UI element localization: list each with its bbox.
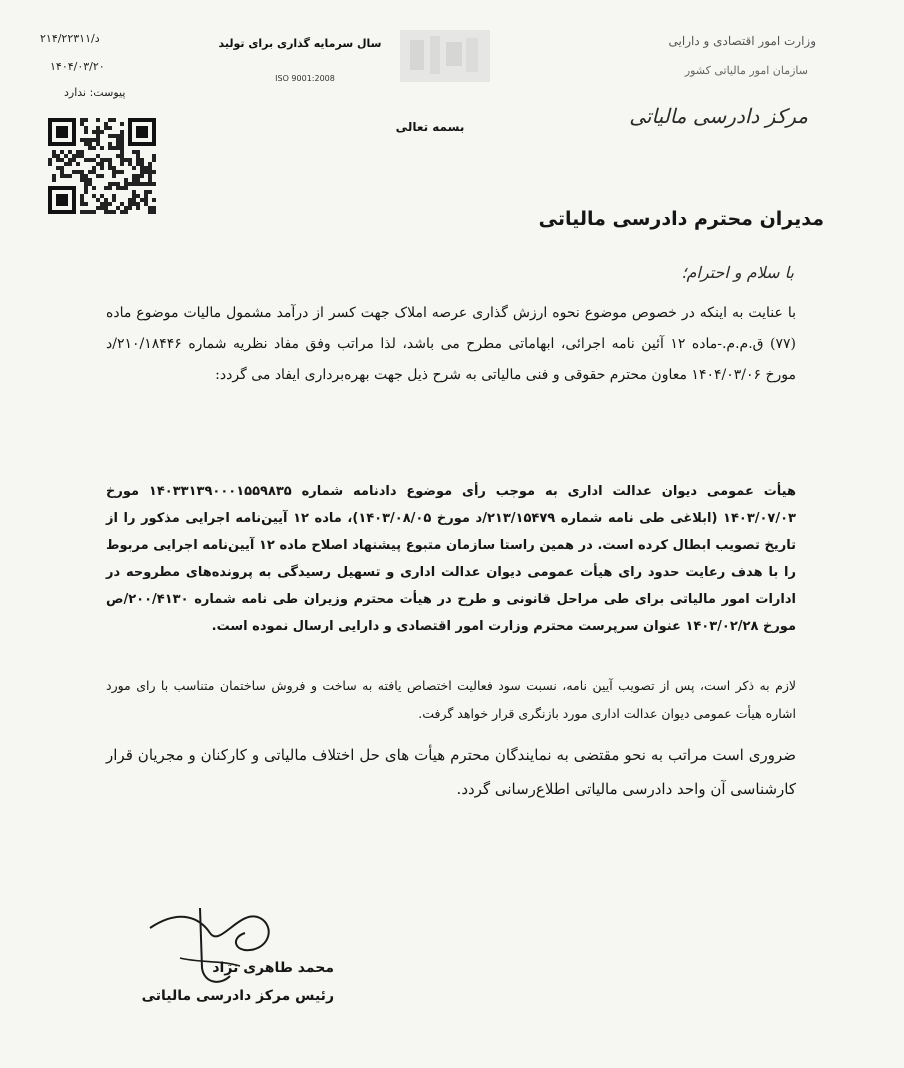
- iso-label: ISO 9001:2008: [275, 74, 335, 83]
- greeting: با سلام و احترام؛: [681, 263, 794, 282]
- letter-number: د/۲۱۴/۲۲۳۱۱: [40, 32, 100, 45]
- handwritten-signature: [140, 888, 290, 998]
- organization-name: سازمان امور مالیاتی کشور: [684, 64, 808, 77]
- bismillah-heading: بسمه تعالی: [395, 120, 465, 134]
- paragraph-ruling: هیأت عمومی دیوان عدالت اداری به موجب رأی موضوع دادنامه شماره ۱۴۰۳۳۱۳۹۰۰۰۱۵۵۹۸۳۵ مورخ ۱۴۰۳/۰۷/۰۳ (ابلاغی طی نامه شماره ۲۱۳/۱۵۴۷۹/د مورخ ۱۴۰۳/۰۸/۰۵)، ماده ۱۲ آیین‌نامه اجرایی مذکور را از تاریخ تصویب ابطال کرده است. در همین راستا سازمان متبوع پیشنهاد اصلاح ماده ۱۲ آیین‌نامه اجرایی مربوط را با هدف رعایت حدود رای هیأت عمومی دیوان عدالت اداری و تسهیل رسیدگی به پرونده‌های مطروحه در ادارات امور مالیاتی برای طی مراحل قانونی و طرح در هیأت محترم وزیران طی نامه شماره ۲۰۰/۴۱۳۰/ص مورخ ۱۴۰۳/۰۲/۲۸ عنوان سرپرست محترم وزارت امور اقتصادی و دارایی ارسال نموده است.: [106, 484, 797, 634]
- addressee: مدیران محترم دادرسی مالیاتی: [538, 208, 824, 230]
- letter-date: ۱۴۰۴/۰۳/۲۰: [50, 60, 105, 73]
- paragraph-intro: با عنایت به اینکه در خصوص موضوع نحوه ارزش گذاری عرصه املاک جهت کسر از درآمد مشمول مالیات موضوع ماده (۷۷) ق.م.م.-ماده ۱۲ آئین نامه اجرائی، ابهاماتی مطرح می باشد، لذا مراتب وفق مفاد نظریه شماره ۲۱۰/۱۸۴۴۶/د مورخ ۱۴۰۴/۰۳/۰۶ معاون محترم حقوقی و فنی مالیاتی به شرح ذیل جهت بهره‌برداری ایفاد می گردد:: [106, 305, 796, 383]
- ministry-name: وزارت امور اقتصادی و دارایی: [668, 34, 816, 48]
- paragraph-note: لازم به ذکر است، پس از تصویب آیین نامه، نسبت سود فعالیت اختصاص یافته به ساخت و فروش ساختمان متناسب با رای مورد اشاره هیأت عمومی دیوان عدالت اداری مورد بازنگری قرار خواهد گرفت.: [106, 678, 796, 721]
- attachment-note: پیوست: ندارد: [64, 86, 126, 99]
- signatory-title: رئیس مرکز دادرسی مالیاتی: [141, 988, 334, 1004]
- emblem-logo: [400, 30, 490, 82]
- center-name: مرکز دادرسی مالیاتی: [629, 104, 808, 128]
- signatory-name: محمد طاهری نژاد: [212, 960, 334, 976]
- paragraph-instruction: ضروری است مراتب به نحو مقتضی به نمایندگان محترم هیأت های حل اختلاف مالیاتی و کارکنان و مجریان قرار کارشناسی آن واحد دادرسی مالیاتی اطلاع‌رسانی گردد.: [106, 746, 796, 798]
- qr-code: [48, 118, 156, 214]
- year-slogan: سال سرمایه گذاری برای تولید: [218, 37, 382, 50]
